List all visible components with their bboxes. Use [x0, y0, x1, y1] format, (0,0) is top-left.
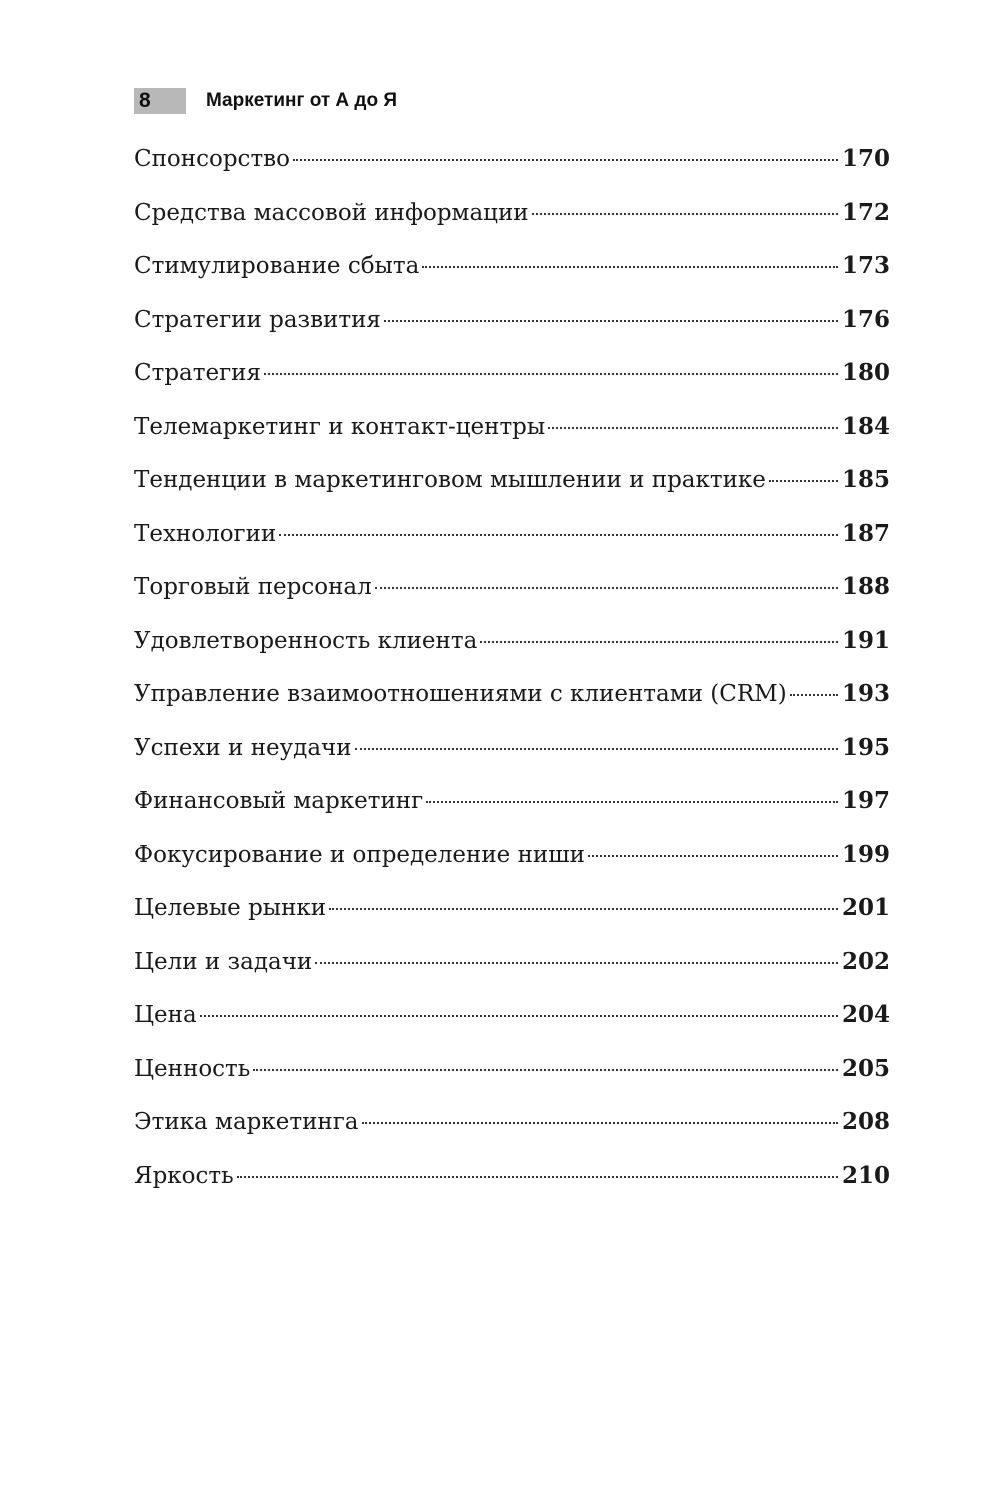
toc-entry: [134, 1157, 890, 1211]
toc-entry-title: Технологии: [134, 520, 277, 547]
toc-entry: [134, 515, 890, 569]
toc-entry-page: 210: [841, 1161, 890, 1189]
toc-entry-title: Удовлетворенность клиента: [134, 627, 478, 654]
toc-entry-title: Успехи и неудачи: [134, 734, 352, 761]
toc-entry-title: Торговый персонал: [134, 574, 372, 600]
toc-entry-page: 185: [841, 466, 890, 493]
dot-leader: [355, 748, 838, 750]
dot-leader: [253, 1069, 838, 1071]
dot-leader: [315, 962, 838, 964]
toc-entry-title: Целевые рынки: [134, 895, 327, 921]
toc-entry-title: Управление взаимоотношениями с клиентами (CRM): [134, 681, 787, 707]
toc-entry: [134, 408, 890, 462]
toc-entry-title: Цели и задачи: [134, 948, 313, 975]
dot-leader: [237, 1176, 838, 1178]
toc-entry: [134, 247, 890, 301]
toc-entry-page: 180: [841, 359, 890, 386]
dot-leader: [588, 855, 838, 857]
toc-entry-page: 201: [841, 894, 890, 921]
dot-leader: [375, 587, 838, 589]
toc-entry: [134, 194, 890, 248]
toc-entry: [134, 889, 890, 943]
toc-entry: [134, 461, 890, 515]
dot-leader: [480, 641, 838, 643]
toc-entry-title: Ценность: [134, 1055, 251, 1082]
dot-leader: [384, 320, 838, 322]
toc-entry-page: 205: [841, 1054, 890, 1082]
toc-entry-page: 208: [841, 1108, 890, 1135]
toc-entry: [134, 996, 890, 1050]
toc-entry-title: Яркость: [134, 1162, 234, 1189]
page-number: 8: [134, 88, 186, 114]
toc-entry: [134, 782, 890, 836]
toc-entry-page: 187: [841, 519, 890, 547]
toc-entry-title: Стратегии развития: [134, 306, 381, 333]
toc-entry-page: 202: [841, 947, 890, 975]
toc-entry-page: 184: [841, 412, 890, 440]
toc-entry: [134, 729, 890, 783]
toc-entry: [134, 354, 890, 408]
toc-entry-page: 193: [841, 680, 890, 707]
toc-entry: [134, 1050, 890, 1104]
dot-leader: [532, 213, 838, 215]
dot-leader: [426, 801, 838, 803]
toc-entry-page: 172: [841, 198, 890, 226]
table-of-contents: [134, 140, 890, 1210]
dot-leader: [329, 908, 838, 910]
toc-entry: [134, 675, 890, 729]
dot-leader: [362, 1122, 838, 1124]
toc-entry-page: 173: [841, 252, 890, 279]
page-header: [134, 88, 397, 114]
running-title: Маркетинг от А до Я: [206, 90, 398, 111]
toc-entry: [134, 943, 890, 997]
toc-entry-title: Финансовый маркетинг: [134, 788, 424, 814]
dot-leader: [293, 159, 838, 161]
dot-leader: [279, 534, 838, 536]
toc-entry-title: Телемаркетинг и контакт-центры: [134, 413, 546, 440]
toc-entry-title: Фокусирование и определение ниши: [134, 841, 585, 868]
toc-entry: [134, 301, 890, 355]
toc-entry-title: Спонсорство: [134, 146, 290, 172]
dot-leader: [769, 480, 838, 482]
toc-entry-title: Этика маркетинга: [134, 1109, 359, 1135]
dot-leader: [422, 266, 838, 268]
toc-entry-page: 188: [841, 573, 890, 600]
toc-entry: [134, 622, 890, 676]
toc-entry-title: Стимулирование сбыта: [134, 253, 420, 279]
toc-entry: [134, 836, 890, 890]
toc-entry-page: 195: [841, 733, 890, 761]
toc-entry-title: Тенденции в маркетинговом мышлении и практике: [134, 467, 766, 493]
dot-leader: [264, 373, 838, 375]
dot-leader: [548, 427, 838, 429]
toc-entry-title: Средства массовой информации: [134, 199, 529, 226]
dot-leader: [200, 1015, 838, 1017]
toc-entry-title: Стратегия: [134, 360, 261, 386]
toc-entry-page: 170: [841, 145, 890, 172]
dot-leader: [790, 694, 838, 696]
toc-entry: [134, 1103, 890, 1157]
toc-entry-page: 191: [841, 626, 890, 654]
toc-entry-page: 199: [841, 840, 890, 868]
toc-entry: [134, 568, 890, 622]
toc-entry-title: Цена: [134, 1002, 197, 1028]
toc-entry-page: 197: [841, 787, 890, 814]
toc-entry: [134, 140, 890, 194]
toc-entry-page: 176: [841, 305, 890, 333]
toc-entry-page: 204: [841, 1001, 890, 1028]
